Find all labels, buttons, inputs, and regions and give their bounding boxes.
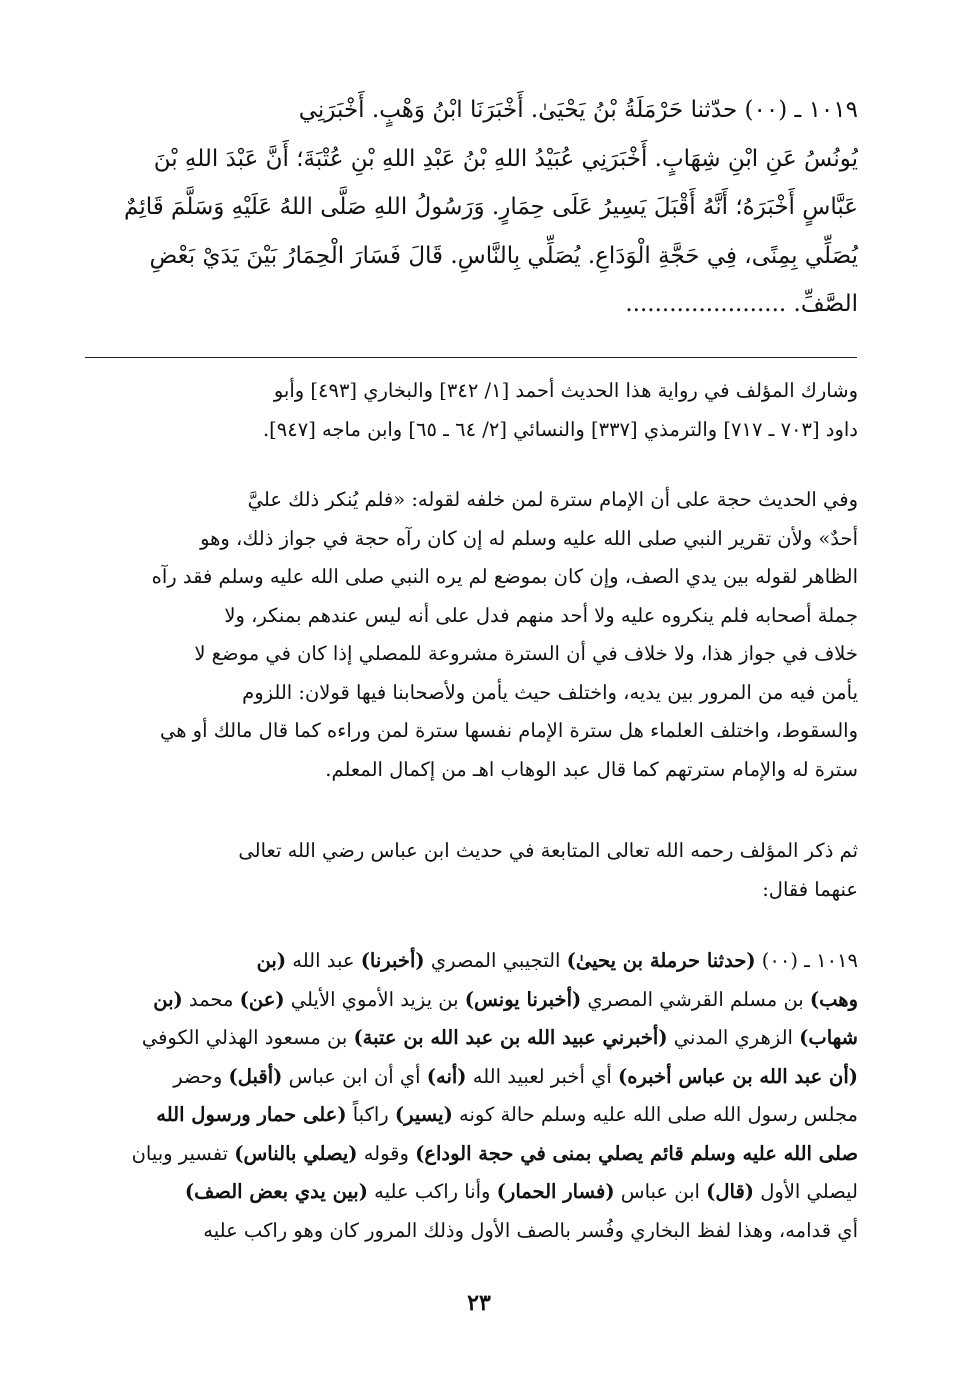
sharh-text: وأنا راكب عليه	[367, 1180, 497, 1203]
commentary-line: الظاهر لقوله بين يدي الصف، وإن كان بموضع لم يره النبي صلى الله عليه وسلم فقد رآه	[151, 565, 858, 588]
commentary-line: عنهما فقال:	[762, 877, 858, 901]
quoted-matn: وهب)	[809, 987, 858, 1011]
quoted-matn: شهاب)	[799, 1026, 858, 1049]
commentary-line: داود [٧٠٣ ـ ٧١٧] والترمذي [٣٣٧] والنسائي [٢/ ٦٤ ـ ٦٥] وابن ماجه [٩٤٧].	[262, 417, 858, 441]
quoted-matn: (أن عبد الله بن عباس أخبره)	[617, 1064, 858, 1088]
sharh-text: ١٠١٩ ـ (٠٠)	[755, 949, 858, 972]
quoted-matn: (عن)	[239, 987, 285, 1011]
commentary-line	[82, 1019, 858, 1058]
separator-line	[85, 357, 857, 358]
sharh-text: أي أن ابن عباس	[282, 1064, 427, 1088]
quoted-matn: (فسار الحمار)	[496, 1180, 615, 1203]
commentary-line: وفي الحديث حجة على أن الإمام سترة لمن خلفه لقوله: «فلم يُنكر ذلك عليَّ	[247, 488, 858, 511]
sharh-text: ليصلي الأول	[754, 1180, 858, 1203]
sharh-text: مجلس رسول الله صلى الله عليه وسلم حالة كونه	[452, 1103, 858, 1126]
hadith-line: يُونُسُ عَنِ ابْنِ شِهَابٍ. أَخْبَرَنِي عُبَيْدُ اللهِ بْنُ عَبْدِ اللهِ بْنِ عُتْبَةَ؛ أَنَّ عَبْدَ اللهِ بْنَ	[153, 145, 858, 172]
quoted-matn: (أخبرني عبيد الله بن عبد الله بن عتبة)	[353, 1026, 668, 1049]
commentary-line: أحدٌ» ولأن تقرير النبي صلى الله عليه وسلم له إن كان رآه حجة في جواز ذلك، وهو	[200, 526, 858, 550]
quoted-matn: (أقبل)	[228, 1064, 283, 1088]
page-number: ٢٣	[467, 1290, 491, 1316]
transition-paragraph	[82, 832, 858, 909]
commentary-line: ثم ذكر المؤلف رحمه الله تعالى المتابعة في حديث ابن عباس رضي الله تعالى	[238, 839, 858, 862]
hadith-line: يُصَلِّي بِمِنًى، فِي حَجَّةِ الْوَدَاعِ. يُصَلِّي بِالنَّاسِ. قَالَ فَسَارَ الْحِمَارُ بَيْنَ يَدَيْ بَعْضِ	[149, 242, 858, 269]
quoted-matn: (قال)	[706, 1180, 755, 1203]
sharh-text: وقوله	[357, 1141, 416, 1165]
hadith-last-line	[78, 280, 858, 329]
sharh-text: وحضر	[173, 1064, 229, 1088]
commentary-line	[82, 942, 858, 981]
commentary-line: خلاف في جواز هذا، ولا خلاف في أن السترة مشروعة للمصلي إذا كان في موضع لا	[194, 642, 858, 665]
hadith-text	[78, 86, 858, 329]
commentary-line	[82, 1135, 858, 1174]
quoted-matn: (على حمار ورسول الله	[156, 1103, 347, 1126]
elision-dots: ......................	[625, 291, 787, 317]
commentary-line	[82, 1096, 858, 1135]
commentary-line: جملة أصحابه فلم ينكروه عليه ولا أحد منهم فدل على أنه ليس عندهم بمنكر، ولا	[224, 603, 858, 627]
quoted-matn: (أخبرنا يونس)	[464, 987, 582, 1011]
sharh-text: التجيبي المصري	[424, 949, 567, 972]
commentary-line: وشارك المؤلف في رواية هذا الحديث أحمد [١/ ٣٤٢] والبخاري [٤٩٣] وأبو	[273, 379, 858, 402]
ruling-paragraph	[82, 481, 858, 789]
commentary-line	[82, 1173, 858, 1212]
sharh-text: أي قدامه، وهذا لفظ البخاري وفُسر بالصف الأول وذلك المرور كان وهو راكب عليه	[203, 1218, 858, 1242]
sharh-text: عبد الله	[286, 949, 361, 972]
commentary-line: يأمن فيه من المرور بين يديه، واختلف حيث يأمن ولأصحابنا فيها قولان: اللزوم	[242, 680, 858, 704]
commentary-line: والسقوط، واختلف العلماء هل سترة الإمام نفسها سترة لمن وراءه كما قال مالك أو هي	[159, 719, 858, 742]
explanation-paragraph	[82, 942, 858, 1250]
sharh-text: محمد	[182, 987, 240, 1011]
sharh-text: بن يزيد الأموي الأيلي	[284, 987, 465, 1011]
quoted-matn: (يسير)	[394, 1103, 453, 1126]
quoted-matn: (أنه)	[426, 1064, 467, 1088]
sharh-text: ابن عباس	[614, 1180, 707, 1203]
sharh-text: الزهري المدني	[667, 1026, 800, 1049]
sharh-text: راكباً	[346, 1103, 395, 1126]
quoted-matn: (بين يدي بعض الصف)	[184, 1180, 368, 1203]
commentary-line	[82, 1212, 858, 1251]
sharh-text: بن مسعود الهذلي الكوفي	[141, 1026, 354, 1049]
sharh-text: أي أخبر لعبيد الله	[466, 1064, 618, 1088]
commentary-line	[82, 1058, 858, 1097]
sharh-text: بن مسلم القرشي المصري	[581, 987, 810, 1011]
hadith-line: ١٠١٩ ـ (٠٠) حدّثنا حَرْمَلَةُ بْنُ يَحْيَىٰ. أَخْبَرَنَا ابْنُ وَهْبٍ. أَخْبَرَنِي	[298, 97, 858, 123]
commentary-line	[82, 981, 858, 1020]
sources-paragraph	[82, 372, 858, 449]
quoted-matn: (بن	[256, 949, 287, 972]
quoted-matn: (حدثنا حرملة بن يحيىٰ)	[566, 949, 756, 972]
hadith-line: عَبَّاسٍ أَخْبَرَهُ؛ أَنَّهُ أَقْبَلَ يَسِيرُ عَلَى حِمَارٍ. وَرَسُولُ اللهِ صَلَّى اللهُ عَلَيْهِ وَسَلَّمَ قَائِمٌ	[124, 194, 858, 220]
quoted-matn: (يصلي بالناس)	[234, 1141, 358, 1165]
quoted-matn: (أخبرنا)	[360, 949, 425, 972]
quoted-matn: صلى الله عليه وسلم قائم يصلي بمنى في حجة الوداع)	[415, 1141, 858, 1165]
quoted-matn: (بن	[153, 987, 183, 1011]
commentary-line: سترة له والإمام سترتهم كما قال عبد الوهاب اهـ من إكمال المعلم.	[325, 757, 858, 781]
sharh-text: تفسير وبيان	[131, 1141, 235, 1165]
hadith-last-word: الصَّفِّ.	[793, 291, 858, 317]
